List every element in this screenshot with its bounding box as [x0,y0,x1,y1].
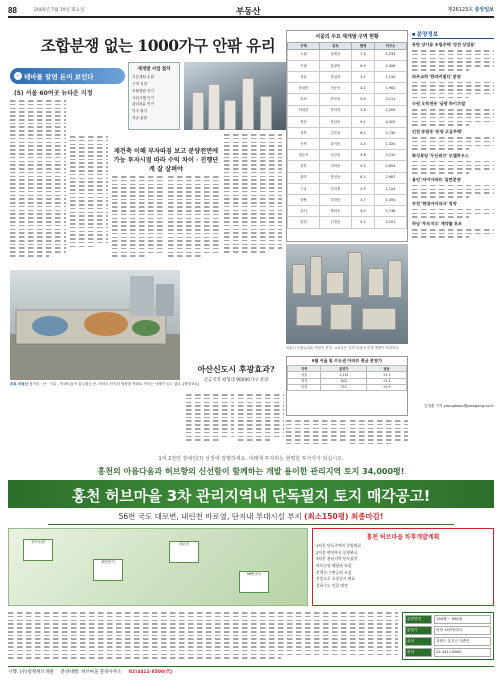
table-cell: 미아동 [319,161,351,172]
ad-sale-table [402,612,494,660]
ad-subheadline [48,512,454,525]
map-pin: 56번국도 [239,571,269,593]
table-row [288,116,407,127]
table-cell: 2.8 [351,105,374,116]
table-cell: 5.2 [351,217,374,228]
table-cell: 서대문 [288,105,320,116]
table-row [288,83,407,94]
table-cell: 길음동 [319,127,351,138]
table-cell: 1,233 [375,49,407,60]
map-pin: 내린천 [169,541,199,563]
ad-plan-row: 2차분 펜션부지 분양완료 [316,549,358,555]
stat-header: 분양가 [321,366,367,372]
infobox-step: 사업시행 인가 [132,95,154,100]
stat-cell: 경기 [288,378,321,384]
ad-site-photos [8,528,308,606]
infobox-step: 관리처분 인가 [132,102,154,107]
table-header: 구역 [288,43,320,50]
building-shape [348,252,362,298]
table-row [288,139,407,150]
article-column [238,394,284,443]
table-cell: 2,101 [375,217,407,228]
ad-main-headline: 홍천 허브마을 3차 관리지역내 단독필지 토지 매각공고! [8,480,494,508]
table-cell: 1,510 [375,71,407,82]
table-cell: 용산 [288,116,320,127]
ad-table-value: 150평 ~ 500평 [434,615,491,624]
table-cell: 6.9 [351,60,374,71]
building-shape [242,78,254,130]
table-cell: 동작 [288,139,320,150]
ad-plan-box [312,528,494,606]
table-cell: 마포 [288,94,320,105]
table-row [288,217,407,228]
ad-footer [8,666,494,678]
infobox-step: 조합설립 인가 [132,88,154,93]
infobox-step: 이주·철거 [132,109,148,114]
side-headline: 아산신도시 후광효과? [197,364,275,374]
table-cell: 7.3 [351,49,374,60]
listing-heading: ■ 분양정보 [412,30,494,39]
table-cell: 4.8 [351,150,374,161]
table-cell: 1,982 [375,83,407,94]
mural-wall-photo [10,270,180,380]
photo-caption-label: 포토 부동산 [10,382,29,386]
table-cell: 6.1 [351,172,374,183]
table-cell: 3.7 [351,195,374,206]
ad-plan-row: 산책로·수변공원 조성 [316,569,352,575]
ad-table-key: 문의 [405,648,432,657]
table-cell: 4.0 [351,206,374,217]
ad-sub-text: 56번 국도 대로변, 내린천 바로옆, 단지내 부대시설 부지 [118,512,305,521]
ad-sales-agent: 분양대행: 허브마을 분양사무소 [60,670,122,675]
table-cell: 성북 [288,127,320,138]
table-cell: 신정동 [319,217,351,228]
table-cell: 중랑 [288,195,320,206]
ad-table-value: 평당 15만원부터 [434,626,491,635]
table-cell: 3.4 [351,139,374,150]
table-cell: 1,204 [375,105,407,116]
mural-drawing [10,270,180,380]
ad-table-key: 분양면적 [405,615,432,624]
table-header: 가구수 [375,43,407,50]
table-cell: 2,730 [375,127,407,138]
table-header: 면적 [351,43,374,50]
ad-table-value: 강원도 홍천군 내촌면 [434,637,491,646]
table-caption: 서울의 주요 재개발 구역 현황 [315,34,379,40]
stat-header: 변동 [367,366,407,372]
table-cell: 강서 [288,206,320,217]
table-cell: 아현동 [319,94,351,105]
table-cell: 5.5 [351,161,374,172]
table-cell: 9.1 [351,116,374,127]
article-column [224,134,282,255]
building-shape [296,306,322,326]
redevelopment-table [286,30,408,242]
photo-caption-text: 볼거리 · 산 · 구름 – 아파트놀이 울긋불긋 옷. 아파트 단지의 담장을 벽화로 꾸미는 사례가 늘고 있다. [중앙포토] [29,382,200,386]
table-cell: 구로 [288,183,320,194]
ad-table-key: 위치 [405,637,432,646]
map-pin: 허브농원 [23,539,53,561]
listing-item-title: 하남 '푸르지오' 계약률 호조 [412,220,462,226]
stat-cell: 1,213 [321,372,367,378]
table-cell: 5.6 [351,94,374,105]
publisher: 제26123호 중앙일보 [447,7,494,13]
article-column [10,100,66,259]
building-shape [330,304,352,330]
ad-table-key: 분양가 [405,626,432,635]
building-shape [326,272,344,294]
ad-plan-row: 진입도로 포장공사 완료 [316,576,356,582]
infobox-step: 착공·분양 [132,116,148,121]
article-subhead: 재건축 이해 부자따짐 보고 분양전면에 가능 투자시점 따라 수익 차이 · 진행단계 잘 살펴야 [113,148,219,173]
ad-plan-title: 홍천 허브마을 차후개발계획 [366,535,440,541]
process-infobox [128,62,180,130]
infobox-title: 재개발 사업 절차 [137,66,171,71]
article-column [168,176,220,259]
map-pin: 펜션단지 [93,559,123,581]
aerial-caption: 서울시 은평뉴타운 예정지 전경. 뉴타운은 지역 특성에 맞게 개발이 이뤄진다. [286,346,400,350]
article-column [70,136,108,249]
stat-cell: +2.1 [367,372,407,378]
table-row [288,183,407,194]
ad-sub-highlight: (최소150평) 최종마감! [304,512,384,521]
ad-plan-row: 3차분 관리지역 단독필지 [316,556,358,562]
data-table [287,42,407,229]
table-cell: 1,320 [375,139,407,150]
side-subheadline: 신금지역 평형대 90000가구 분양 [203,378,269,383]
ad-developer: 시행: (주)청정허브개발 [8,670,54,675]
listing-item-title: 인천 송림동 '동양 고급주택' [412,128,462,134]
section-title: 부동산 [236,7,261,17]
table-cell: 봉천동 [319,172,351,183]
listing-item-title: 부천 '현대아이파크' 청약 [412,200,457,206]
building-shape [388,260,402,298]
table-cell: 양천 [288,217,320,228]
table-cell: 동대문 [288,83,320,94]
table-cell: 6.2 [351,127,374,138]
table-cell: 노원 [288,49,320,60]
stat-cell: 서울 [288,372,321,378]
building-shape [292,264,306,294]
building-shape [368,268,384,296]
table-cell: 성동 [288,71,320,82]
building-shape [208,84,220,130]
table-row [288,105,407,116]
listing-item-title: 파주교하 '한라비발디' 분양 [412,73,461,79]
listing-item-title: 수원 오목천동 '남광 하이츠빌' [412,101,467,107]
table-cell: 4.2 [351,83,374,94]
table-row [288,94,407,105]
table-row [288,195,407,206]
stat-cell: +0.9 [367,384,407,390]
listing-item-title: 용인 '자이아파트' 일반분양 [412,176,461,182]
table-row [288,71,407,82]
building-shape [260,96,272,130]
stat-header: 지역 [288,366,321,372]
issue-date: 2005년 7월 19일 화요일 [34,8,85,13]
table-cell: 1,120 [375,183,407,194]
ad-top-line: 1억 2천만 장애인(?) 상징에 감명하세요. 미래에 투자하는 현명한 투자자가 되십시오. [158,456,344,462]
table-row [288,172,407,183]
aerial-photo [286,244,408,344]
table-cell: 1,738 [375,206,407,217]
ad-plan-row: 허브농원·체험관 조성 [316,562,352,568]
table-cell: 흑석동 [319,139,351,150]
article-column [350,420,408,446]
stat-cell: +1.4 [367,378,407,384]
stat-cell: 712 [321,384,367,390]
ad-phone[interactable]: 02)3411-8500(代) [128,670,173,675]
table-cell: 1,455 [375,195,407,206]
table-cell: 강북 [288,161,320,172]
stat-cell: 843 [321,378,367,384]
table-cell: 북아현 [319,105,351,116]
article-column [186,394,234,443]
page-header [8,6,494,18]
building-shape [224,100,236,130]
infobox-step: 기본계획 수립 [132,75,154,79]
infobox-step: 구역 지정 [132,81,148,86]
table-cell: 영등포 [288,150,320,161]
table-cell: 신길동 [319,150,351,161]
table-cell: 전농동 [319,83,351,94]
series-title: (5) 서울 60여곳 뉴타운 지정 [14,90,93,97]
table-row [288,150,407,161]
listing-item-title: 동탄 상가용 조립주택 '성전 상업용' [412,42,476,47]
table-cell: 방화동 [319,206,351,217]
price-stat-table [286,356,408,416]
article-column [286,420,346,446]
table-row [288,206,407,217]
article-column [112,176,164,259]
table-row [288,60,407,71]
stat-table-grid [287,365,407,391]
table-cell: 한남동 [319,116,351,127]
table-cell: 불광동 [319,60,351,71]
table-cell: 상계동 [319,49,351,60]
table-row [288,49,407,60]
table-cell: 2,210 [375,150,407,161]
page-number: 88 [8,6,17,15]
table-cell: 4,025 [375,116,407,127]
table-cell: 왕십리 [319,71,351,82]
ad-body-text [8,612,398,662]
main-headline: 조합분쟁 없는 1000가구 안팎 유리 [40,36,276,55]
building-shape [310,256,322,296]
table-cell: 2,456 [375,60,407,71]
table-row [288,127,407,138]
table-cell: 2.9 [351,183,374,194]
listing-item-title: 화성봉담 '두산위브' 모델하우스 [412,152,469,158]
table-cell: 2,987 [375,172,407,183]
redevelopment-photo [184,62,288,130]
building-shape [192,92,204,130]
ad-plan-row: 1차분 단독주택지 분양완료 [316,543,362,548]
table-cell: 2,654 [375,161,407,172]
stat-cell: 인천 [288,384,321,390]
byline: 김영훈 기자 younghoon@joongang.co.kr [423,404,494,408]
table-cell: 3.1 [351,71,374,82]
ad-headline-line: 홍천의 아름다움과 허브향의 신선함이 함께하는 개발 용이한 관리지역 토지 34,000평! [97,467,405,476]
table-cell: 관악 [288,172,320,183]
table-cell: 가리봉 [319,183,351,194]
ad-table-value: 02-3411-8500 [434,648,491,657]
theme-banner: ✓ 테마를 알면 돈이 보인다 [10,68,125,84]
listing-column [412,30,494,258]
table-row [288,161,407,172]
theme-icon: ✓ [15,73,21,79]
stat-table-caption: 6월 서울 및 수도권 아파트 평균 분양가 [312,358,382,363]
real-estate-advertisement [8,456,494,682]
building-shape [362,308,396,330]
table-cell: 은평 [288,60,320,71]
table-cell: 중화동 [319,195,351,206]
ad-plan-row: 상하수도 인입 예정 [316,582,348,588]
table-cell: 3,111 [375,94,407,105]
table-header: 위치 [319,43,351,50]
